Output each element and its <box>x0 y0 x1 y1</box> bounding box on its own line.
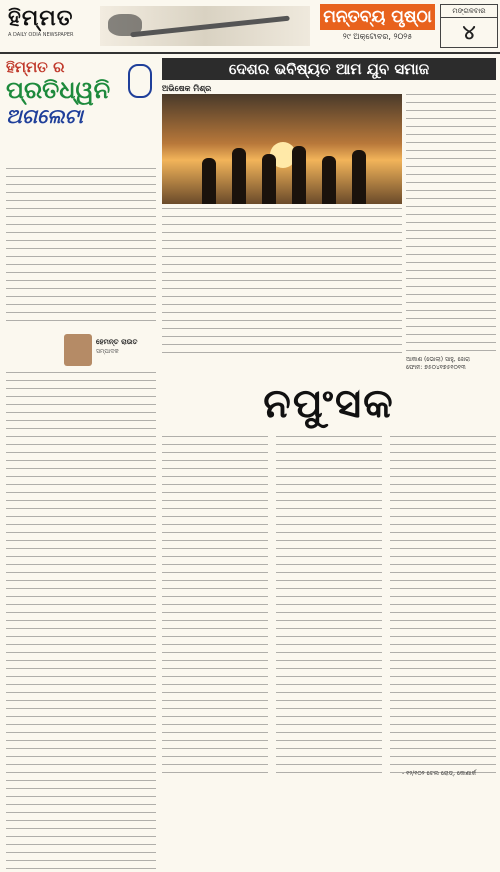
logo-subtitle: A DAILY ODIA NEWSPAPER <box>8 32 74 38</box>
promo-line3: ଅଗଲେଟା <box>6 104 83 128</box>
silhouette-figure <box>262 154 276 204</box>
date-line: ୨୯ ଅକ୍ଟୋବର, ୨୦୨୫ <box>342 32 413 41</box>
silhouette-figure <box>232 148 246 204</box>
logo-text: ହିମ୍ମତ <box>8 6 74 31</box>
right-area <box>162 58 496 780</box>
silhouette-figure <box>322 156 336 204</box>
page-number-box <box>440 4 498 48</box>
silhouette-figure <box>202 158 216 204</box>
author-photo <box>64 334 92 366</box>
masthead <box>0 0 500 54</box>
silhouette-figure <box>352 150 366 204</box>
promo-banner <box>6 58 156 168</box>
left-article-text <box>6 168 156 328</box>
youth-silhouette-photo <box>162 94 402 204</box>
promo-line1: ହିମ୍ମତ ର <box>6 58 65 76</box>
section-title: ମନ୍ତବ୍ୟ ପୃଷ୍ଠା <box>320 4 435 30</box>
promo-line2: ପ୍ରତିଧ୍ୱନି <box>6 76 111 104</box>
article-headline: ଦେଶର ଭବିଷ୍ୟତ ଆମ ଯୁବ ସମାଜ <box>162 58 496 80</box>
credit-line1: ଆକାଶ (ଭୋଲା) ସାହୁ, ଖେରା <box>406 356 470 363</box>
left-article-text-cont <box>6 372 156 872</box>
credit-line2: ଫୋନ: ୭୫୦୪୧୭୫୧୦୧୩ <box>406 364 466 371</box>
story-column-3 <box>390 436 496 780</box>
story-column-2 <box>276 436 382 780</box>
author-role: ସମ୍ପାଦକ <box>96 348 119 355</box>
pen-banner-image <box>100 6 310 46</box>
article-main-text <box>162 208 402 354</box>
page-number: ୪ <box>462 20 476 44</box>
article-byline: ଅଭିଷେକ ମିଶ୍ର <box>162 84 212 93</box>
story-end-note: - ୧୨/୧୦୨ ଟେଲ ରୋଡ୍, କୋଣାର୍କ <box>402 770 477 777</box>
article-credit <box>406 356 496 372</box>
author-box <box>6 332 156 368</box>
story-column-1 <box>162 436 268 780</box>
left-column <box>6 58 156 780</box>
pen-icon <box>130 16 290 38</box>
story-title: ନପୁଂସକ <box>263 381 395 427</box>
day-label: ମଙ୍ଗଳବାର <box>441 5 497 18</box>
article-side-text <box>406 94 496 354</box>
story-columns <box>162 436 496 780</box>
newspaper-logo <box>8 6 103 40</box>
silhouette-figure <box>292 146 306 204</box>
author-name: ହେମନ୍ତ ରାଉତ <box>96 338 138 346</box>
microphone-icon <box>128 64 152 98</box>
